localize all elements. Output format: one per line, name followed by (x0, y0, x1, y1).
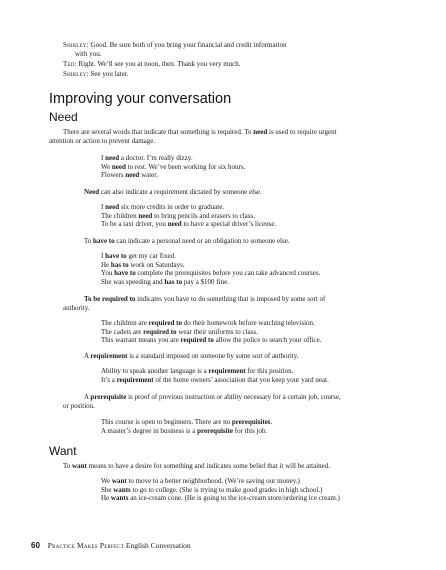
text-run: A master’s degree in business is a (101, 426, 198, 435)
keyword: requirement (208, 367, 246, 375)
text-run: to bring pencils and erasers to class. (152, 211, 255, 220)
keyword: has to (164, 277, 183, 286)
text-run: of the home owners’ association that you keep your yard neat. (153, 375, 329, 384)
text-run: means to have a desire for something and indicates some belief that it will be attained. (86, 462, 331, 470)
text-run: We (101, 162, 112, 171)
text-line (101, 319, 315, 328)
keyword: To be required to (84, 295, 136, 303)
text-run: Ability to speak another language is a (101, 367, 209, 375)
text-run: It’s a (101, 375, 117, 384)
dialogue-line (63, 60, 241, 69)
text-run: pay a $100 fine. (182, 277, 229, 286)
dialogue-text: Good. Be sure both of you bring your financial and credit information (90, 41, 287, 49)
text-line (101, 328, 258, 337)
keyword: need (253, 128, 268, 136)
text-run: for this job. (233, 426, 268, 435)
text-line (84, 393, 341, 402)
text-line (101, 220, 276, 229)
text-run: attention or action to prevent damage. (49, 136, 156, 145)
text-run: indicates you have to do something that is imposed by some sort of (135, 295, 326, 303)
text-run: She (101, 485, 114, 494)
dialogue-line (63, 70, 128, 79)
keyword: prerequisites (231, 418, 271, 426)
text-run: is used to require urgent (267, 128, 337, 136)
text-line (63, 402, 95, 411)
keyword: requirement (90, 352, 128, 360)
text-line (101, 203, 224, 212)
text-line (84, 295, 325, 304)
text-line (63, 128, 337, 137)
text-run: There are several words that indicate that something is required. To (63, 128, 254, 136)
book-series: Practice Makes Perfect (47, 541, 125, 550)
speaker-name: Ted: (63, 60, 77, 68)
text-run: I (101, 154, 106, 162)
text-line (84, 237, 290, 246)
text-run: can also indicate a requirement dictated by someone else. (99, 188, 262, 196)
text-run: I (101, 252, 106, 260)
keyword: has to (110, 260, 129, 269)
text-line (101, 477, 300, 486)
keyword: prerequisite (90, 393, 127, 401)
text-run: work on Saturdays. (128, 260, 185, 269)
text-line (101, 269, 320, 278)
page-footer (31, 541, 191, 550)
text-run: can indicate a personal need or an obligation to someone else. (114, 237, 290, 245)
speaker-name: Shirley: (63, 70, 89, 78)
keyword: need (105, 154, 120, 162)
text-run: . (270, 418, 273, 426)
dialogue-continuation: with you. (75, 50, 102, 58)
dialogue-text: Right. We’ll see you at noon, then. Thank you very much. (78, 60, 241, 68)
text-line (101, 494, 340, 503)
text-run: This course is open to beginners. There are no (101, 418, 232, 426)
keyword: required to (148, 319, 183, 327)
text-run: She was speeding and (101, 277, 165, 286)
keyword: wants (110, 494, 129, 503)
text-run: six more credits in order to graduate. (119, 203, 225, 211)
book-title: English Conversation (125, 541, 191, 550)
text-line (101, 163, 245, 172)
text-run: To (84, 237, 94, 245)
keyword: need (125, 171, 140, 180)
text-line (63, 462, 330, 471)
text-run: or position. (63, 401, 95, 410)
text-line (101, 486, 322, 495)
subsection-heading-need: Need (49, 110, 78, 124)
text-line (101, 376, 329, 385)
text-run: for this position. (245, 367, 294, 375)
text-run: do their homework before watching television. (182, 319, 315, 327)
text-line (101, 278, 229, 287)
text-run: We (101, 477, 112, 485)
text-run: He (101, 260, 111, 269)
text-line (84, 188, 262, 197)
text-line (101, 336, 321, 345)
section-heading: Improving your conversation (49, 91, 232, 107)
text-line (101, 154, 193, 163)
speaker-name: Shirley: (63, 41, 89, 49)
keyword: required to (143, 327, 177, 336)
text-run: complete the prerequisites before you can take advanced courses. (135, 269, 321, 278)
text-run: He (101, 494, 111, 503)
text-line (63, 304, 90, 313)
text-line (101, 252, 176, 261)
text-run: get my car fixed. (126, 252, 176, 260)
keyword: prerequisite (197, 426, 234, 435)
page-number: 60 (31, 541, 40, 550)
dialogue-text: See you later. (90, 70, 129, 78)
text-run: to rest. We’ve been working for six hours. (125, 162, 246, 171)
keyword: want (111, 477, 127, 485)
text-run: The children (101, 211, 139, 220)
text-line (49, 137, 155, 146)
dialogue-line (63, 41, 286, 50)
text-run: A (84, 352, 91, 360)
text-run: an ice-cream cone. (He is going to the ice-cream store/ordering ice cream.) (128, 494, 340, 503)
text-run: A (84, 393, 91, 401)
keyword: have to (114, 269, 136, 278)
text-run: a doctor. I’m really dizzy. (119, 154, 193, 162)
text-line (101, 212, 255, 221)
text-run: You (101, 269, 115, 278)
text-line (101, 171, 158, 180)
keyword: want (72, 462, 87, 470)
keyword: need (167, 220, 182, 229)
text-run: is proof of previous instruction or ability necessary for a certain job, course, (126, 393, 341, 401)
text-run: To be a taxi driver, you (101, 220, 168, 229)
keyword: requirement (116, 375, 154, 384)
text-line (101, 427, 267, 436)
text-run: I (101, 203, 106, 211)
text-line (101, 367, 293, 376)
keyword: have to (93, 237, 115, 245)
text-line (101, 418, 272, 427)
keyword: Need (84, 188, 100, 196)
text-run: To (63, 462, 73, 470)
text-run: to have a special driver’s license. (181, 220, 277, 229)
keyword: need (111, 162, 126, 171)
keyword: wants (113, 485, 131, 494)
text-run: water. (139, 171, 158, 180)
text-run: wear their uniforms to class. (176, 327, 258, 336)
text-run: authority. (63, 303, 90, 312)
keyword: need (105, 203, 120, 211)
text-run: This warrant means you are (101, 336, 181, 345)
text-line (101, 261, 185, 270)
text-run: allow the police to search your office. (213, 336, 322, 345)
text-run: Flowers (101, 171, 126, 180)
text-line (84, 352, 299, 361)
text-run: to move to a better neighborhood. (We’re saving our money.) (126, 477, 300, 485)
text-run: The cadets are (101, 327, 144, 336)
keyword: have to (105, 252, 127, 260)
keyword: need (138, 211, 153, 220)
text-run: is a standard imposed on someone by some sort of authority. (127, 352, 299, 360)
text-run: to go to college. (She is trying to make good grades in high school.) (130, 485, 323, 494)
text-run: The children are (101, 319, 149, 327)
subsection-heading-want: Want (49, 444, 77, 458)
keyword: required to (180, 336, 214, 345)
